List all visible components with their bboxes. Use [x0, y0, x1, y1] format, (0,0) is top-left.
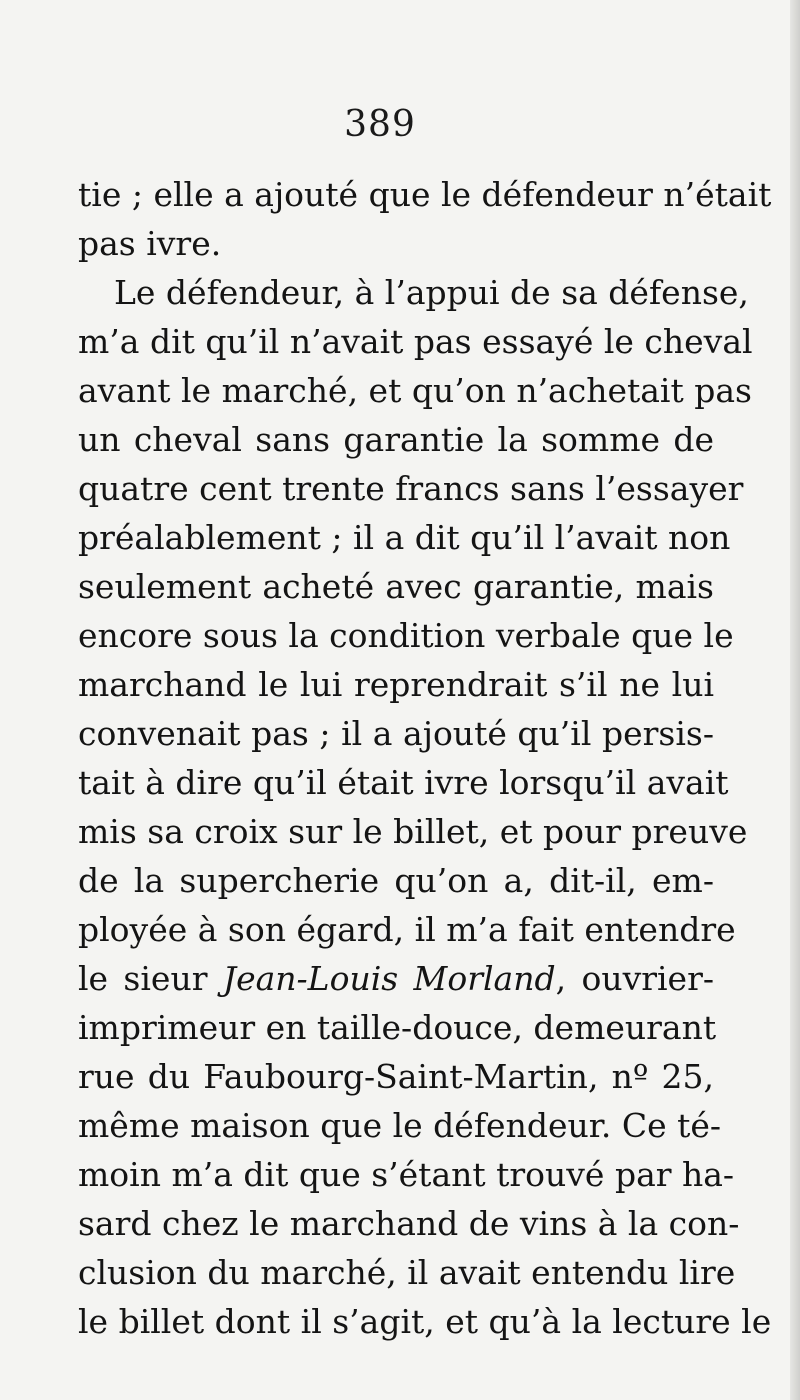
text-line: pas ivre.	[78, 224, 222, 263]
italic-name: Jean-Louis Morland	[222, 959, 556, 998]
text-line: le billet dont il s’agit, et qu’à la lecture le	[78, 1302, 772, 1341]
text-line: préalablement ; il a dit qu’il l’avait non	[78, 518, 731, 557]
text-line: rue du Faubourg-Saint-Martin, nº 25,	[78, 1057, 714, 1096]
page-edge	[790, 0, 800, 1400]
body-text	[78, 170, 772, 1346]
text-line: sard chez le marchand de vins à la con-	[78, 1204, 740, 1243]
text-line: même maison que le défendeur. Ce té-	[78, 1106, 722, 1145]
text-line: ployée à son égard, il m’a fait entendre	[78, 910, 736, 949]
text-line: clusion du marché, il avait entendu lire	[78, 1253, 736, 1292]
text-segment: le sieur	[78, 959, 223, 998]
text-line: imprimeur en taille-douce, demeurant	[78, 1008, 717, 1047]
page-number: 389	[344, 104, 416, 145]
text-line: avant le marché, et qu’on n’achetait pas	[78, 371, 752, 410]
text-line: marchand le lui reprendrait s’il ne lui	[78, 665, 714, 704]
text-line: de la supercherie qu’on a, dit-il, em-	[78, 861, 714, 900]
text-segment: , ouvrier-	[555, 959, 714, 998]
text-line: un cheval sans garantie la somme de	[78, 420, 714, 459]
text-line: convenait pas ; il a ajouté qu’il persis-	[78, 714, 714, 753]
text-line: tie ; elle a ajouté que le défendeur n’était	[78, 175, 772, 214]
text-line: seulement acheté avec garantie, mais	[78, 567, 714, 606]
text-line: Le défendeur, à l’appui de sa défense,	[114, 273, 749, 312]
text-line: quatre cent trente francs sans l’essayer	[78, 469, 744, 508]
text-line: m’a dit qu’il n’avait pas essayé le cheval	[78, 322, 753, 361]
text-line: moin m’a dit que s’étant trouvé par ha-	[78, 1155, 735, 1194]
text-line: encore sous la condition verbale que le	[78, 616, 734, 655]
text-line: mis sa croix sur le billet, et pour preuve	[78, 812, 748, 851]
text-line-with-italic-name	[78, 954, 714, 1003]
text-line: tait à dire qu’il était ivre lorsqu’il avait	[78, 763, 729, 802]
